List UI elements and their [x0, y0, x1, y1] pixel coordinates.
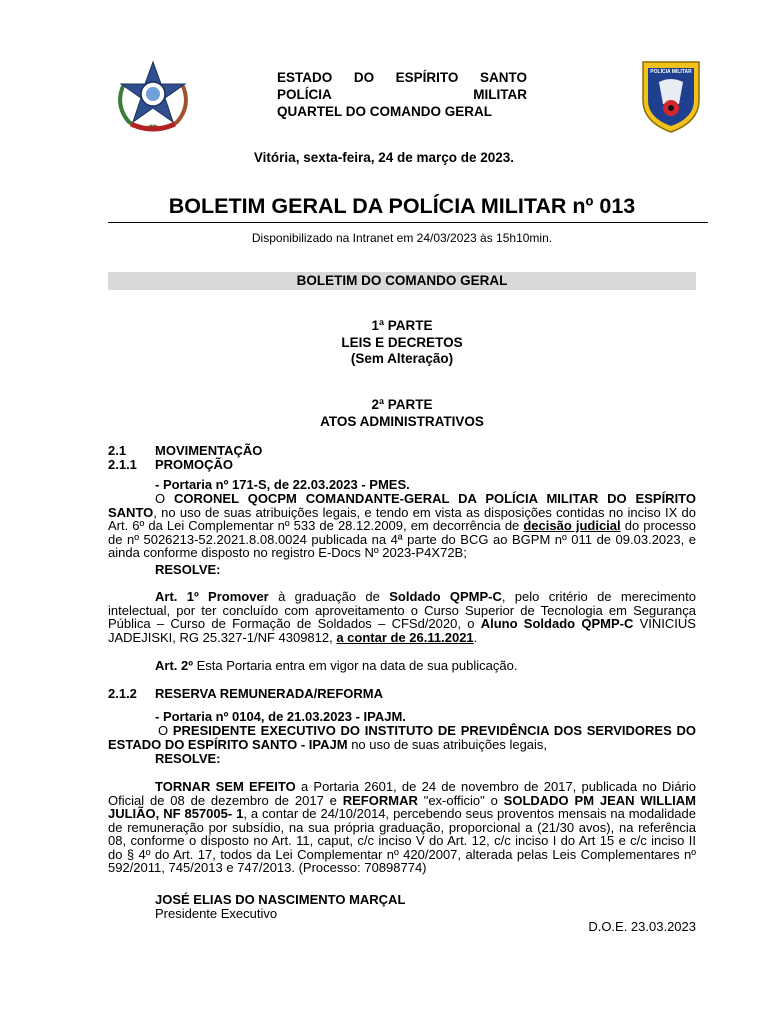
section-number: 2.1.1: [108, 456, 137, 472]
paragraph-1: [108, 492, 696, 560]
signer-role: Presidente Executivo: [155, 905, 278, 921]
article-1: [108, 590, 696, 644]
part2-number: 2ª PARTE: [371, 397, 433, 412]
text: , a contar de 24/10/2014, percebendo seus proventos mensais na modalidade de remuneração por subsídio, na sua própria graduação, proporcional a (21/30 avos), na referência 08, conforme o disposto no Art. 11, caput, c/c inciso V do Art. 12, c/c inciso I do Art 15 e c/c inciso II do § 4º do Art. 17, todos da Lei Complementar nº 420/2007, alterada pelas Leis Complementares nº 592/2011, 745/2013 e 747/2013. (Processo: 70898774): [108, 806, 696, 875]
portaria-2: - Portaria nº 0104, de 21.03.2023 - IPAJM.: [155, 709, 406, 724]
part2-heading: [108, 396, 696, 430]
signer-name: JOSÉ ELIAS DO NASCIMENTO MARÇAL: [155, 892, 406, 907]
institution-header: [277, 69, 527, 120]
paragraph-3: [108, 780, 696, 875]
bold-text: PRESIDENTE EXECUTIVO DO INSTITUTO DE PREVIDÊNCIA DOS SERVIDORES DO ESTADO DO ESPÍRITO SANTO - IPAJM: [108, 723, 696, 752]
part1-heading: [108, 318, 696, 368]
part1-status: (Sem Alteração): [350, 351, 454, 366]
underlined-text: decisão judicial: [523, 518, 621, 533]
title-divider: [108, 222, 708, 223]
section-number: 2.1: [108, 443, 127, 458]
bold-text: Art. 1º Promover: [155, 589, 269, 604]
bold-text: TORNAR SEM EFEITO: [155, 779, 296, 794]
header-line-police: [277, 86, 527, 103]
resolve-1: RESOLVE:: [155, 562, 221, 577]
text: Esta Portaria entra em vigor na data de sua publicação.: [192, 658, 518, 673]
shield-top-text: POLÍCIA MILITAR: [650, 69, 692, 75]
text: , no uso de suas atribuições legais, e tendo em vista as disposições contidas no inciso IX do Art. 6º da Lei Complementar nº 533 de 28.12.2009, em decorrência de: [108, 504, 696, 533]
date-line: Vitória, sexta-feira, 24 de março de 2023.: [253, 150, 515, 165]
section-bar-label: BOLETIM DO COMANDO GERAL: [296, 273, 508, 288]
section-2-1: [108, 444, 408, 471]
header-word: DO: [353, 70, 375, 85]
text: VINICIUS JADEJISKI, RG 25.327-1/NF 4309812,: [108, 616, 696, 645]
header-word: ESTADO: [277, 70, 333, 85]
section-2-1-2: [108, 687, 383, 701]
header-word: MILITAR: [473, 87, 527, 102]
part1-number: 1ª PARTE: [371, 318, 433, 333]
header-line-quartel: QUARTEL DO COMANDO GERAL: [277, 104, 492, 119]
text: O: [158, 723, 173, 738]
bold-text: Aluno Soldado QPMP-C: [480, 616, 634, 631]
header-word: SANTO: [479, 70, 527, 85]
part2-title: ATOS ADMINISTRATIVOS: [320, 414, 484, 429]
text: à graduação de: [268, 589, 390, 604]
underlined-text: a contar de 26.11.2021: [336, 629, 474, 645]
text: .: [473, 629, 478, 645]
section-label: MOVIMENTAÇÃO: [155, 443, 263, 458]
text: "ex-officio" o: [417, 792, 504, 808]
header-word: ESPÍRITO: [395, 70, 459, 85]
bold-text: Soldado QPMP-C: [389, 589, 502, 604]
section-label: PROMOÇÃO: [155, 456, 233, 472]
bulletin-title: BOLETIM GERAL DA POLÍCIA MILITAR nº 013: [168, 194, 636, 218]
section-label: RESERVA REMUNERADA/REFORMA: [155, 686, 383, 701]
part1-title: LEIS E DECRETOS: [341, 334, 463, 350]
signature-block: [155, 893, 405, 920]
paragraph-2: [108, 724, 696, 751]
article-2: [155, 659, 517, 673]
text: , pelo critério de merecimento intelectual, por ter concluído com aproveitamento o Curso Superior de Tecnologia em Segurança Pública – Curso de Formação de Soldados – CFSd/2020, o: [108, 589, 697, 631]
bold-text: Art. 2º: [155, 658, 193, 673]
military-police-shield-logo: [639, 56, 703, 134]
state-coat-of-arms-logo: [113, 56, 193, 136]
header-line-state: [277, 69, 527, 86]
bold-text: REFORMAR: [342, 792, 418, 808]
portaria-1: - Portaria nº 171-S, de 22.03.2023 - PMES.: [155, 477, 410, 492]
header-word: POLÍCIA: [277, 87, 332, 102]
bold-text: SOLDADO PM JEAN WILLIAM JULIÃO, NF 857005- 1: [108, 792, 697, 821]
text: do processo de nº 5026213-52.2021.8.08.0024 publicada na 4ª parte do BCG ao BGPM nº 011 de 09.03.2023, e ainda conforme disposto no registro E-Docs Nº 2023-P4X72B;: [108, 518, 696, 560]
text: no uso de suas atribuições legais,: [347, 736, 548, 752]
resolve-2: RESOLVE:: [155, 751, 221, 766]
intranet-notice: Disponibilizado na Intranet em 24/03/2023 às 15h10min.: [251, 231, 553, 245]
text: O: [155, 491, 175, 506]
doe-reference: D.O.E. 23.03.2023: [588, 919, 696, 934]
bold-text: CORONEL QOCPM COMANDANTE-GERAL DA POLÍCIA MILITAR DO ESPÍRITO SANTO: [108, 491, 696, 520]
section-number: 2.1.2: [108, 686, 137, 701]
text: a Portaria 2601, de 24 de novembro de 2017, publicada no Diário Oficial de 08 de dezembro de 2017 e: [108, 779, 696, 808]
